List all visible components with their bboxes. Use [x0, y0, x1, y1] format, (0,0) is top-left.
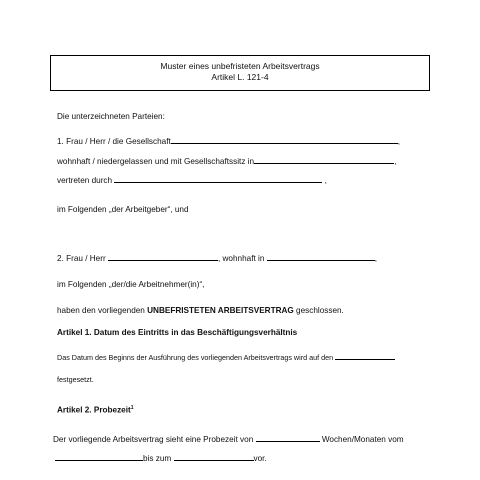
conclusion-before: haben den vorliegenden: [57, 306, 148, 315]
title-box: [50, 55, 430, 91]
document-title: Muster eines unbefristeten Arbeitsvertrags: [160, 61, 320, 71]
party2-residence-label: , wohnhaft in: [217, 254, 265, 263]
party1-residence-label: wohnhaft / niedergelassen und mit Gesellschaftssitz in: [57, 157, 255, 166]
party1-line1: [57, 135, 400, 146]
conclusion-text: [57, 306, 344, 315]
article2-text: [53, 433, 404, 444]
party1-represented-label: vertreten durch: [57, 176, 113, 185]
start-date-field[interactable]: [335, 351, 395, 360]
probation-until-label: bis zum: [143, 454, 172, 463]
party1-following: im Folgenden „der Arbeitgeber“, und: [57, 205, 189, 214]
party1-line2: [57, 155, 396, 166]
party1-comma-3: ,: [324, 176, 327, 185]
party1-comma-2: ,: [394, 157, 397, 166]
probation-from-field[interactable]: [55, 452, 143, 461]
party2-line: [57, 252, 377, 263]
article2-text2: [55, 452, 267, 463]
probation-duration-field[interactable]: [256, 433, 320, 442]
article2-heading: [57, 405, 134, 415]
party2-name-field[interactable]: [108, 252, 218, 261]
article2-footnote: 1: [130, 405, 134, 411]
article1-heading: Artikel 1. Datum des Eintritts in das Beschäftigungsverhältnis: [57, 328, 298, 337]
intro-text: Die unterzeichneten Parteien:: [57, 112, 165, 121]
party1-label: 1. Frau / Herr / die Gesellschaft: [57, 137, 171, 146]
party1-line3: [57, 174, 327, 185]
article1-text-main: Das Datum des Beginns der Ausführung des vorliegenden Arbeitsvertrags wird auf den: [57, 353, 334, 362]
party1-residence-field[interactable]: [254, 155, 397, 166]
article1-text2: festgesetzt.: [57, 375, 94, 384]
article1-text: [57, 351, 395, 362]
conclusion-after: geschlossen.: [293, 306, 344, 315]
party1-comma: ,: [397, 137, 401, 146]
party2-residence-field[interactable]: [267, 252, 375, 261]
party2-label: 2. Frau / Herr: [57, 254, 106, 263]
probation-text-before: Der vorliegende Arbeitsvertrag sieht eine Probezeit von: [53, 435, 254, 444]
probation-end-text: vor.: [253, 454, 267, 463]
conclusion-bold: UNBEFRISTETEN ARBEITSVERTRAG: [147, 306, 294, 315]
party1-name-field[interactable]: [171, 135, 401, 146]
party2-following: im Folgenden „der/die Arbeitnehmer(in)“,: [57, 280, 205, 289]
probation-text-after: Wochen/Monaten vom: [321, 435, 404, 444]
document-subtitle: Artikel L. 121-4: [211, 72, 269, 82]
party1-representative-field[interactable]: [114, 174, 322, 183]
probation-until-field[interactable]: [174, 452, 254, 461]
article2-heading-text: Artikel 2. Probezeit: [57, 405, 131, 415]
party2-comma: ,: [374, 254, 377, 263]
